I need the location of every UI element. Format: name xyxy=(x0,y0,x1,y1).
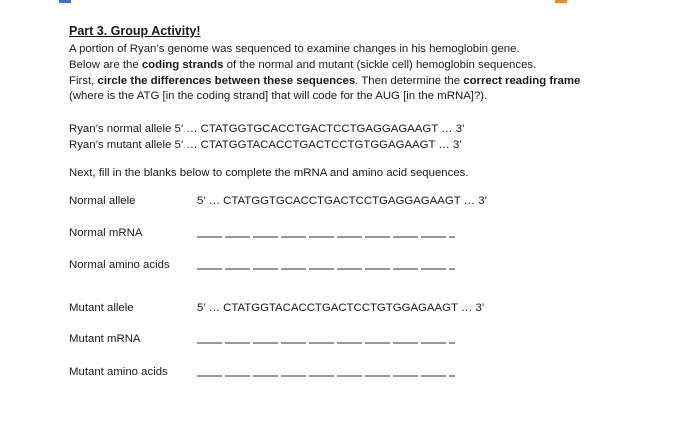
mutant-mrna-blank-line xyxy=(197,339,455,347)
mutant-amino-acids-blank-line xyxy=(197,372,455,380)
top-right-color-mark xyxy=(555,0,567,3)
intro-line-3: First, circle the differences between these sequences. Then determine the correct reading frame xyxy=(69,74,581,87)
mutant-allele-sequence: Ryan’s mutant allele 5’ … CTATGGTACACCTGACTCCTGTGGAGAAGT … 3’ xyxy=(69,138,462,151)
allele-sequences xyxy=(69,122,465,153)
normal-allele-sequence: Ryan’s normal allele 5’ … CTATGGTGCACCTGACTCCTGAGGAGAAGT … 3’ xyxy=(69,123,465,135)
normal-amino-acids-blank[interactable] xyxy=(197,265,455,273)
mutant-mrna-label: Mutant mRNA xyxy=(69,333,141,345)
coding-strands-emphasis: coding strands xyxy=(141,58,224,71)
mutant-mrna-blank[interactable] xyxy=(197,339,455,347)
top-left-color-mark xyxy=(59,0,71,3)
mutant-amino-acids-label: Mutant amino acids xyxy=(69,366,168,378)
normal-mrna-blank-line xyxy=(197,233,455,241)
intro-line-2: Below are the coding strands of the normal and mutant (sickle cell) hemoglobin sequences. xyxy=(69,58,537,71)
normal-mrna-label: Normal mRNA xyxy=(69,227,143,239)
reading-frame-emphasis: correct reading frame xyxy=(463,74,581,87)
mutant-allele-value: 5’ … CTATGGTACACCTGACTCCTGTGGAGAAGT … 3’ xyxy=(197,302,485,314)
intro-paragraph xyxy=(69,42,669,105)
fill-in-instruction: Next, fill in the blanks below to complete the mRNA and amino acid sequences. xyxy=(69,167,469,179)
normal-allele-value: 5’ … CTATGGTGCACCTGACTCCTGAGGAGAAGT … 3’ xyxy=(197,195,488,207)
normal-mrna-blank[interactable] xyxy=(197,233,455,241)
intro-line-4: (where is the ATG [in the coding strand] that will code for the AUG [in the mRNA]?). xyxy=(69,90,488,103)
intro-line-1: A portion of Ryan’s genome was sequenced to examine changes in his hemoglobin gene. xyxy=(69,43,520,55)
normal-amino-acids-label: Normal amino acids xyxy=(69,259,170,271)
normal-amino-acids-blank-line xyxy=(197,265,455,273)
circle-differences-emphasis: circle the differences between these sequences xyxy=(97,74,356,87)
page-title: Part 3. Group Activity! xyxy=(69,24,201,38)
mutant-amino-acids-blank[interactable] xyxy=(197,372,455,380)
normal-allele-label: Normal allele xyxy=(69,195,136,207)
mutant-allele-label: Mutant allele xyxy=(69,302,134,314)
